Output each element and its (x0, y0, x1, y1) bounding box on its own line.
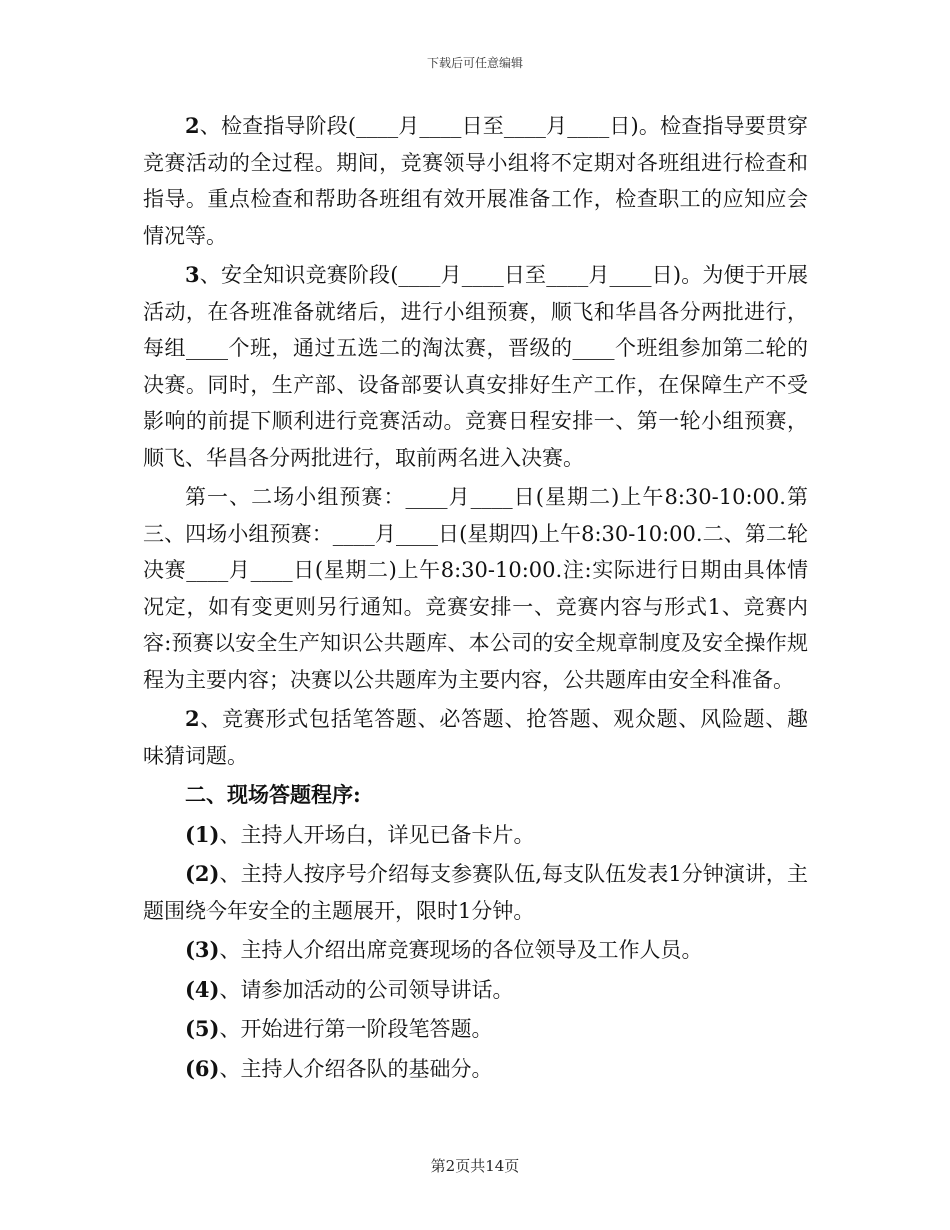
paragraph-text: 、检查指导阶段(____月____日至____月____日)。检查指导要贯穿竞赛活动的全过程。期间，竞赛领导小组将不定期对各班组进行检查和指导。重点检查和帮助各班组有效开展准备工作，检查职工的应知应会情况等。 (143, 114, 808, 248)
document-body (143, 108, 808, 1090)
paragraph-inspection-stage (143, 108, 808, 254)
step-text: 、主持人按序号介绍每支参赛队伍,每支队伍发表1分钟演讲，主题围绕今年安全的主题展开，限时1分钟。 (143, 862, 808, 923)
paragraph-number: 3 (185, 262, 200, 287)
step-text: 、主持人开场白，详见已备卡片。 (219, 822, 535, 847)
step-number: (3) (185, 937, 220, 962)
section-heading: 二、现场答题程序: (185, 782, 361, 807)
page-header: 下载后可任意编辑 (426, 56, 523, 70)
step-item (143, 972, 808, 1009)
step-number: (6) (185, 1055, 220, 1081)
step-item (143, 817, 808, 854)
paragraph-competition-stage (143, 257, 808, 476)
step-number: (5) (185, 1016, 220, 1041)
step-item (143, 1051, 808, 1088)
step-number: (4) (185, 976, 220, 1002)
paragraph-competition-format (143, 701, 808, 774)
paragraph-number: 2 (185, 706, 200, 731)
page-footer: 第2页共14页 (430, 1157, 520, 1175)
step-text: 、请参加活动的公司领导讲话。 (219, 977, 514, 1002)
paragraph-text: 、竞赛形式包括笔答题、必答题、抢答题、观众题、风险题、趣味猜词题。 (143, 707, 808, 768)
step-text: 、主持人介绍各队的基础分。 (219, 1056, 493, 1081)
step-number: (1) (185, 821, 220, 847)
step-item (143, 932, 808, 969)
paragraph-number: 2 (185, 113, 200, 138)
step-item (143, 1011, 808, 1048)
paragraph-text: 第一、二场小组预赛：____月____日(星期二)上午8:30-10:00.第三、四场小组预赛：____月____日(星期四)上午8:30-10:00.二、第二轮决赛____月____日(星期二)上午8:30-10:00.注:实际进行日期由具体情况定，如有变更则另行通知。竞赛安排一、竞赛内容与形式1、竞赛内容:预赛以安全生产知识公共题库、本公司的安全规章制度及安全操作规程为主要内容；决赛以公共题库为主要内容，公共题库由安全科准备。 (143, 485, 808, 692)
step-number: (2) (185, 861, 220, 886)
paragraph-schedule (143, 479, 808, 698)
step-text: 、主持人介绍出席竞赛现场的各位领导及工作人员。 (219, 938, 703, 962)
step-item (143, 856, 808, 929)
paragraph-text: 、安全知识竞赛阶段(____月____日至____月____日)。为便于开展活动，在各班准备就绪后，进行小组预赛，顺飞和华昌各分两批进行，每组____个班，通过五选二的淘汰赛，晋级的____个班组参加第二轮的决赛。同时，生产部、设备部要认真安排好生产工作，在保障生产不受影响的前提下顺利进行竞赛活动。竞赛日程安排一、第一轮小组预赛，顺飞、华昌各分两批进行，取前两名进入决赛。 (143, 263, 808, 470)
step-text: 、开始进行第一阶段笔答题。 (219, 1017, 493, 1041)
